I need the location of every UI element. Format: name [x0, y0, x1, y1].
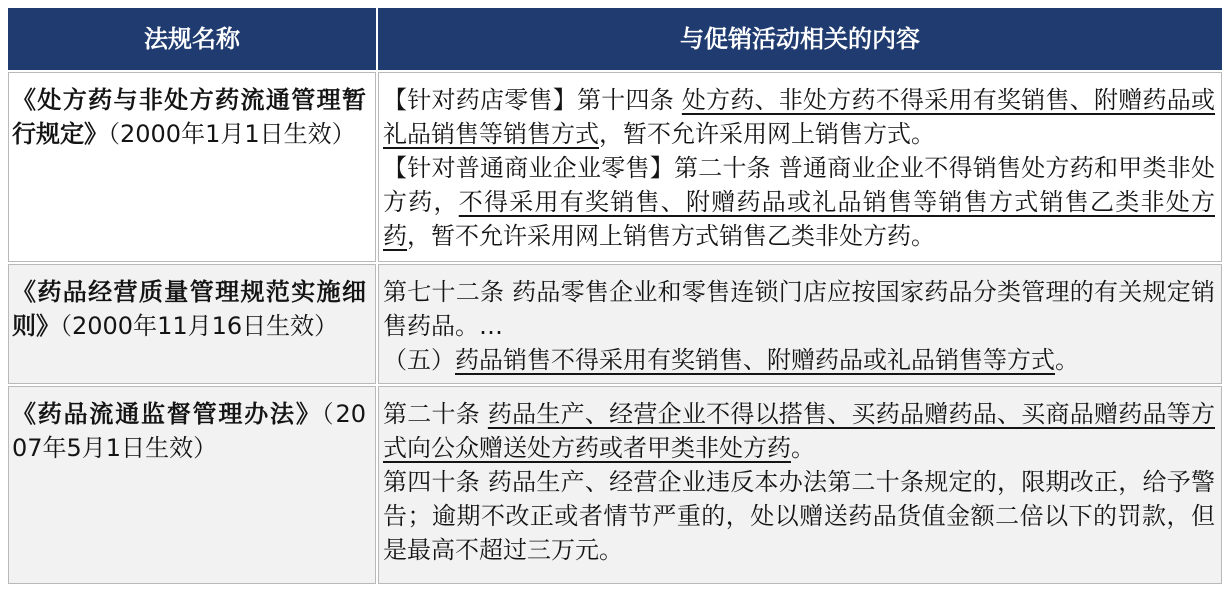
effective-date-text: （2000年1月1日生效）: [108, 120, 356, 148]
header-promotion-content-label: 与促销活动相关的内容: [680, 25, 920, 53]
regulation-name-cell: [8, 264, 376, 384]
clause-text: 【针对普通商业企业零售】第二十条 普通商业企业不得销售处方药和甲类非处: [383, 154, 1215, 182]
content-line: [383, 151, 1215, 185]
header-promotion-content: [378, 8, 1222, 70]
underlined-clause-text: 处方药、非处方药不得采用有奖销售、附赠药品或: [681, 86, 1215, 114]
effective-date-text: （2000年11月16日生效）: [60, 312, 339, 340]
regulation-name-cell: [8, 386, 376, 584]
regulation-name-cell: [8, 72, 376, 262]
clause-text: （五）: [383, 346, 455, 374]
clause-text: 售药品。…: [383, 312, 503, 340]
content-line: [383, 117, 1215, 151]
content-line: [383, 465, 1215, 499]
content-line: [383, 343, 1215, 377]
table-row: [8, 264, 1222, 384]
underlined-clause-text: 药: [383, 222, 407, 250]
table-header-row: [8, 8, 1222, 70]
promotion-content-cell: [378, 386, 1222, 584]
clause-text: 是最高不超过三万元。: [383, 536, 623, 564]
content-line: [383, 499, 1215, 533]
underlined-clause-text: 不得采用有奖销售、附赠药品或礼品销售等销售方式销售乙类非处方: [458, 188, 1215, 216]
header-regulation-name: [8, 8, 376, 70]
regulation-name-line: [12, 83, 366, 117]
promotion-content-cell: [378, 72, 1222, 262]
effective-date-text: 07年5月1日生效）: [12, 434, 218, 462]
regulation-name-line: [12, 117, 366, 151]
effective-date-text: （20: [321, 400, 366, 428]
clause-text: ，暂不允许采用网上销售方式销售乙类非处方药。: [407, 222, 935, 250]
clause-text: 【针对药店零售】第十四条: [383, 86, 682, 114]
underlined-clause-text: 式向公众赠送处方药或者甲类非处方药: [383, 434, 791, 462]
clause-text: 告；逾期不改正或者情节严重的，处以赠送药品货值金额二倍以下的罚款，但: [383, 502, 1215, 530]
regulation-name-line: [12, 275, 366, 309]
clause-text: 方药，: [383, 188, 459, 216]
content-line: [383, 83, 1215, 117]
content-line: [383, 431, 1215, 465]
content-line: [383, 533, 1215, 567]
regulation-title-text: 《药品经营质量管理规范实施细: [12, 278, 366, 306]
header-regulation-name-label: 法规名称: [144, 25, 240, 53]
content-line: [383, 397, 1215, 431]
clause-text: 第二十条: [383, 400, 488, 428]
regulation-name-line: [12, 397, 366, 431]
clause-text: ，暂不允许采用网上销售方式。: [599, 120, 935, 148]
regulation-title-text: 行规定》: [12, 120, 108, 148]
content-line: [383, 185, 1215, 219]
regulation-title-text: 《处方药与非处方药流通管理暂: [12, 86, 366, 114]
table-row: [8, 72, 1222, 262]
content-line: [383, 219, 1215, 253]
promotion-content-cell: [378, 264, 1222, 384]
clause-text: 第七十二条 药品零售企业和零售连锁门店应按国家药品分类管理的有关规定销: [383, 278, 1215, 306]
regulation-title-text: 《药品流通监督管理办法》: [12, 400, 322, 428]
table-row: [8, 386, 1222, 584]
regulation-name-line: [12, 309, 366, 343]
content-line: [383, 275, 1215, 309]
regulation-name-line: [12, 431, 366, 465]
content-line: [383, 309, 1215, 343]
regulations-table: [6, 6, 1224, 586]
underlined-clause-text: 礼品销售等销售方式: [383, 120, 599, 148]
regulation-title-text: 则》: [12, 312, 60, 340]
underlined-clause-text: 药品销售不得采用有奖销售、附赠药品或礼品销售等方式: [455, 346, 1055, 374]
clause-text: 第四十条 药品生产、经营企业违反本办法第二十条规定的，限期改正，给予警: [383, 468, 1215, 496]
underlined-clause-text: 药品生产、经营企业不得以搭售、买药品赠药品、买商品赠药品等方: [487, 400, 1215, 428]
clause-text: 。: [1055, 346, 1079, 374]
clause-text: 。: [791, 434, 815, 462]
